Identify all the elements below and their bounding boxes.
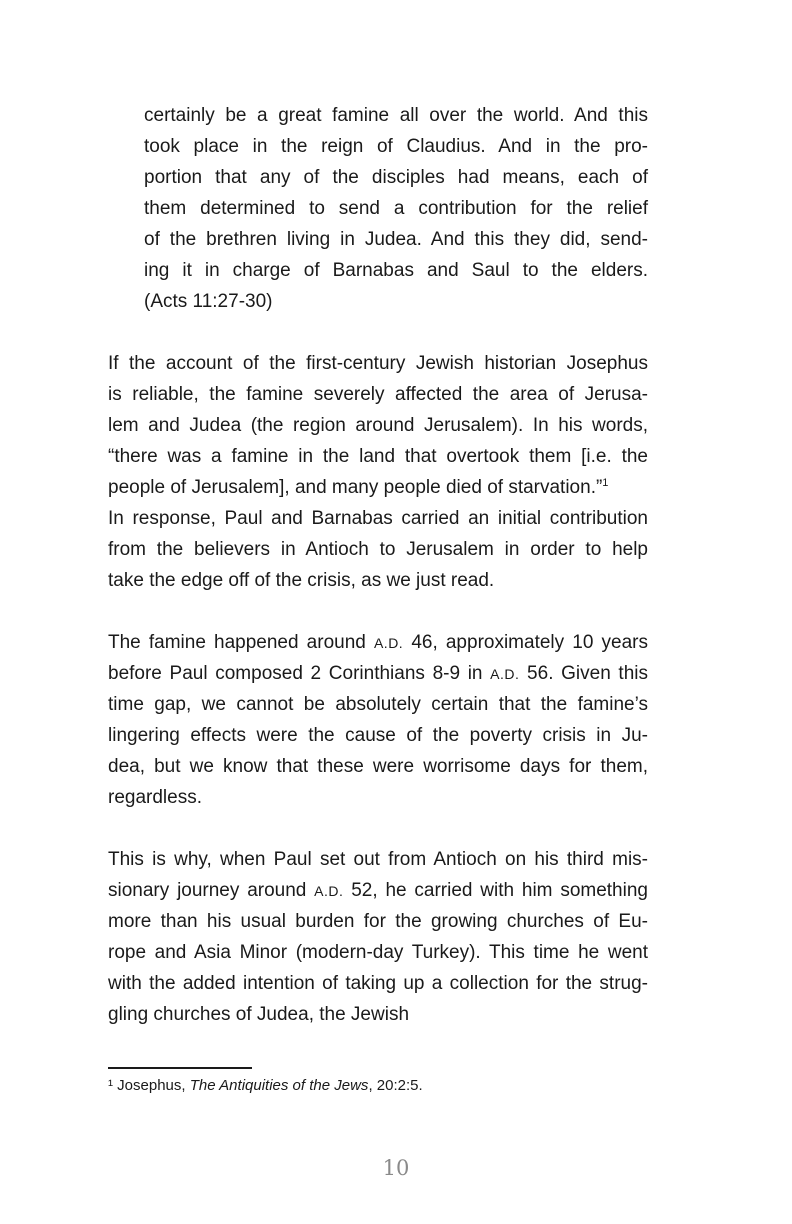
quote-line: took place in the reign of Claudius. And in the pro- bbox=[144, 136, 648, 157]
paragraph-line: This is why, when Paul set out from Antioch on his third mis- bbox=[108, 849, 648, 870]
paragraph-line: lem and Judea (the region around Jerusalem). In his words, bbox=[108, 415, 648, 436]
quote-line: them determined to send a contribution for the relief bbox=[144, 198, 648, 219]
paragraph-line: from the believers in Antioch to Jerusalem in order to help bbox=[108, 539, 648, 560]
paragraph-line: is reliable, the famine severely affected the area of Jerusa- bbox=[108, 384, 648, 405]
quote-line: (Acts 11:27-30) bbox=[144, 291, 273, 312]
paragraph-line bbox=[108, 658, 648, 689]
paragraph-line: dea, but we know that these were worrisome days for them, bbox=[108, 756, 648, 777]
era-abbreviation: A.D. bbox=[373, 635, 404, 651]
footnote-author: Josephus, bbox=[113, 1077, 190, 1094]
footnote-reference-text: , 20:2:5. bbox=[368, 1077, 423, 1094]
paragraph-line: more than his usual burden for the growing churches of Eu- bbox=[108, 911, 648, 932]
text-span: The famine happened around bbox=[108, 632, 374, 653]
text-span: before Paul composed 2 Corinthians 8-9 in bbox=[108, 663, 491, 684]
paragraph-line: If the account of the first-century Jewish historian Josephus bbox=[108, 353, 648, 374]
paragraph-line bbox=[108, 627, 648, 658]
text-span: sionary journey around bbox=[108, 880, 315, 901]
paragraph-line: “there was a famine in the land that overtook them [i.e. the bbox=[108, 446, 648, 467]
quote-line: certainly be a great famine all over the world. And this bbox=[144, 105, 648, 126]
paragraph-line: gling churches of Judea, the Jewish bbox=[108, 1004, 410, 1025]
paragraph-line: lingering effects were the cause of the poverty crisis in Ju- bbox=[108, 725, 648, 746]
footnote-book-title: The Antiquities of the Jews bbox=[189, 1077, 369, 1094]
paragraph-line: take the edge off of the crisis, as we just read. bbox=[108, 570, 495, 591]
era-abbreviation: A.D. bbox=[314, 883, 344, 899]
paragraph-line: rope and Asia Minor (modern-day Turkey). This time he went bbox=[108, 942, 648, 963]
paragraph-line bbox=[108, 472, 648, 503]
quote-line: of the brethren living in Judea. And this they did, send- bbox=[144, 229, 648, 250]
paragraph-line: with the added intention of taking up a collection for the strug- bbox=[108, 973, 648, 994]
text-span: 52, he carried with him something bbox=[343, 880, 648, 901]
quote-line: portion that any of the disciples had means, each of bbox=[144, 167, 648, 188]
page-number: 10 bbox=[382, 1156, 410, 1180]
footnote-divider bbox=[108, 1067, 252, 1069]
footnote bbox=[108, 1076, 423, 1096]
paragraph-line: regardless. bbox=[108, 787, 202, 808]
paragraph-line: time gap, we cannot be absolutely certain that the famine’s bbox=[108, 694, 648, 715]
era-abbreviation: A.D. bbox=[490, 666, 520, 682]
quote-line: ing it in charge of Barnabas and Saul to the elders. bbox=[144, 260, 648, 281]
paragraph-line-text: people of Jerusalem], and many people died of starvation.” bbox=[108, 477, 603, 498]
paragraph-line bbox=[108, 875, 648, 906]
paragraph-line: In response, Paul and Barnabas carried an initial contribution bbox=[108, 508, 648, 529]
text-span: 56. Given this bbox=[519, 663, 649, 684]
footnote-marker: ¹ bbox=[108, 1077, 113, 1094]
footnote-reference: 1 bbox=[602, 477, 609, 489]
text-span: 46, approximately 10 years bbox=[403, 632, 648, 653]
